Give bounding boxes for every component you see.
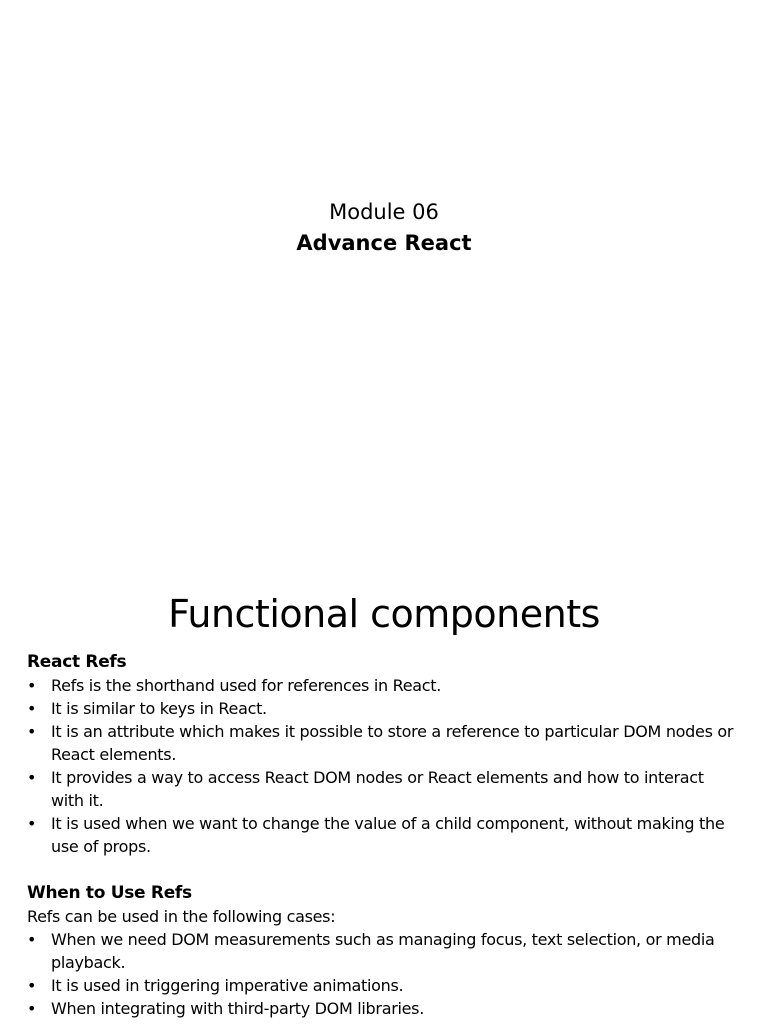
- bullet-text: It is similar to keys in React.: [51, 699, 267, 718]
- bullet-text: It is used in triggering imperative animations.: [51, 976, 404, 995]
- bullet-text: It provides a way to access React DOM nodes or React elements and how to interact with it.: [51, 768, 704, 810]
- bullet-icon: •: [27, 699, 37, 718]
- bullet-icon: •: [27, 768, 37, 787]
- bullet-list-react-refs: [27, 674, 739, 858]
- bullet-item: [27, 674, 739, 697]
- bullet-text: When we need DOM measurements such as managing focus, text selection, or media playback.: [51, 930, 715, 972]
- bullet-item: [27, 997, 739, 1020]
- bullet-item: [27, 928, 739, 974]
- bullet-icon: •: [27, 814, 37, 833]
- module-title: Advance React: [296, 231, 472, 255]
- bullet-item: [27, 697, 739, 720]
- bullet-item: [27, 720, 739, 766]
- bullet-text: It is an attribute which makes it possible to store a reference to particular DOM nodes or React elements.: [51, 722, 734, 764]
- bullet-icon: •: [27, 676, 37, 695]
- bullet-icon: •: [27, 999, 37, 1018]
- bullet-icon: •: [27, 722, 37, 741]
- bullet-text: When integrating with third-party DOM libraries.: [51, 999, 424, 1018]
- bullet-item: [27, 766, 739, 812]
- bullet-icon: •: [27, 930, 37, 949]
- bullet-item: [27, 974, 739, 997]
- bullet-item: [27, 812, 739, 858]
- bullet-text: It is used when we want to change the value of a child component, without making the use of props.: [51, 814, 725, 856]
- bullet-list-when-to-use-refs: [27, 928, 739, 1020]
- slide-content: [27, 651, 739, 1020]
- bullet-icon: •: [27, 976, 37, 995]
- section-title-react-refs: React Refs: [27, 652, 127, 672]
- section-intro: Refs can be used in the following cases:: [27, 907, 336, 926]
- section-spacer: [27, 858, 739, 882]
- slide-heading: Functional components: [168, 592, 600, 636]
- module-number: Module 06: [329, 200, 439, 224]
- bullet-text: Refs is the shorthand used for references in React.: [51, 676, 441, 695]
- section-title-when-to-use-refs: When to Use Refs: [27, 883, 192, 903]
